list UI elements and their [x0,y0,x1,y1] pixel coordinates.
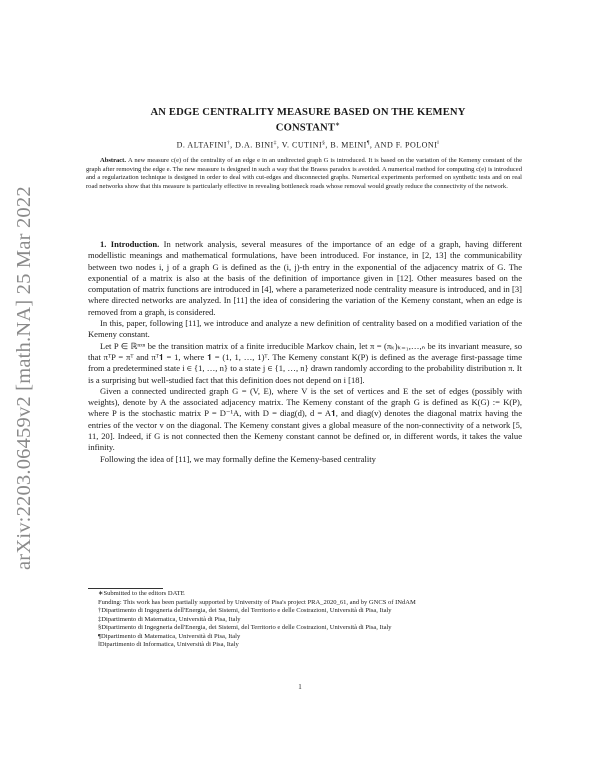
footnotes [88,590,522,650]
paragraph: In this, paper, following [11], we introduce and analyze a new definition of centrality based on a modified variation of the Kemeny constant. [88,318,522,340]
abstract-label: Abstract. [100,157,126,164]
footnote: Funding: This work has been partially supported by University of Pisa's project PRA_2020_61, and by GNCS of INdAM [98,598,416,606]
footnote: §Dipartimento di Ingegneria dell'Energia, dei Sistemi, del Territorio e delle Costrazioni, Università di Pisa, Italy [98,624,392,631]
author: D. ALTAFINI [176,140,227,150]
author: B. MEINI [330,140,367,150]
paragraph-text: In network analysis, several measures of the importance of an edge of a graph, having different modellistic meanings and mathematical formulations, have been introduced. For instance, in [2, 13] the communicability between two nodes i, j of a graph G is defined as the (i, j)-th entry in the exponential of the adjacency matrix of G. The exponential of a matrix is also at the basis of the definition of importance given in [12]. Other measures based on the computation of matrix functions are introduced in [4], where a parameterized node centrality measure is introduced, and in [3] where directed networks are analyzed. In [11] the idea of considering the variation of the Kemeny constant, when an edge is removed from a graph, is considered. [88,239,522,317]
title-line-2: CONSTANT [275,122,336,134]
footnote: †Dipartimento di Ingegneria dell'Energia, dei Sistemi, del Territorio e delle Costrazioni, Università di Pisa, Italy [98,607,392,614]
abstract [86,157,522,191]
paragraph: Following the idea of [11], we may formally define the Kemeny-based centrality [100,453,376,464]
arxiv-identifier[interactable]: arXiv:2203.06459v2 [math.NA] 25 Mar 2022 [13,186,35,570]
author-list: D. ALTAFINI†, D.A. BINI‡, V. CUTINI§, B. MEINI¶, AND F. POLONI‖ [176,140,440,150]
author-mark: † [226,140,231,146]
author: D.A. BINI [235,140,274,150]
author-mark: § [322,140,326,146]
paragraph: Given a connected undirected graph G = (V, E), where V is the set of vertices and E the set of edges (possibly with weights), denote by A the associated adjacency matrix. The Kemeny constant of the graph G is defined as K(G) := K(P), where P is the stochastic matrix P = D⁻¹A, with D = diag(d), d = A𝟏, and diag(v) denotes the diagonal matrix having the entries of the vector v on the diagonal. The Kemeny constant gives a global measure of the non-connectivity of a network [5, 11, 20]. Indeed, if G is not connected then the Kemeny constant cannot be defined or, in different words, it takes the value infinity. [88,385,522,453]
arxiv-stamp [4,110,44,570]
paragraph: Let P ∈ ℝⁿˣⁿ be the transition matrix of a finite irreducible Markov chain, let π = (πₖ)ₖ₌₁,…,ₙ be its invariant measure, so that πᵀP = πᵀ and πᵀ𝟏 = 1, where 𝟏 = (1, 1, …, 1)ᵀ. The Kemeny constant K(P) is defined as the average first-passage time from a predetermined state i ∈ {1, …, n} to a state j ∈ {1, …, n} drawn randomly according to the probability distribution π. It is a surprising but well-studied fact that this definition does not depend on i [18]. [88,340,522,385]
paragraph [88,239,522,318]
footnote: ∗Submitted to the editors DATE [98,590,185,597]
author: V. CUTINI [281,140,323,150]
author-mark: ‡ [273,140,277,146]
footnote: ‡Dipartimento di Matematica, Università di Pisa, Italy [98,615,241,623]
footnote: ‖Dipartimento di Informatica, Università di Pisa, Italy [98,641,239,648]
author-mark: ¶ [366,140,370,146]
abstract-text: A new measure c(e) of the centrality of an edge e in an undirected graph G is introduced. It is based on the variation of the Kemeny constant of the graph after removing the edge e. The new measure is designed in such a way that the Braess paradox is avoided. A numerical method for computing c(e) is introduced and a regularization technique is designed in order to deal with cut-edges and disconnected graphs. Numerical experiments performed on synthetic tests and on real road networks show that this measure is particularly effective in revealing bottleneck roads whose removal would greatly reduce the connectivity of the network. [86,157,522,190]
author-mark: ‖ [437,140,440,146]
footnote: ¶Dipartimento di Matematica, Università di Pisa, Italy [98,632,241,640]
page-number: 1 [298,683,302,691]
section-heading: 1. Introduction. [100,239,160,249]
author: F. POLONI [395,140,438,150]
title-line-1: AN EDGE CENTRALITY MEASURE BASED ON THE KEMENY [150,107,466,118]
body-text [88,239,522,465]
title-footnote-mark: ∗ [335,122,341,128]
footnote-rule [88,588,163,589]
paper-title [140,106,476,135]
